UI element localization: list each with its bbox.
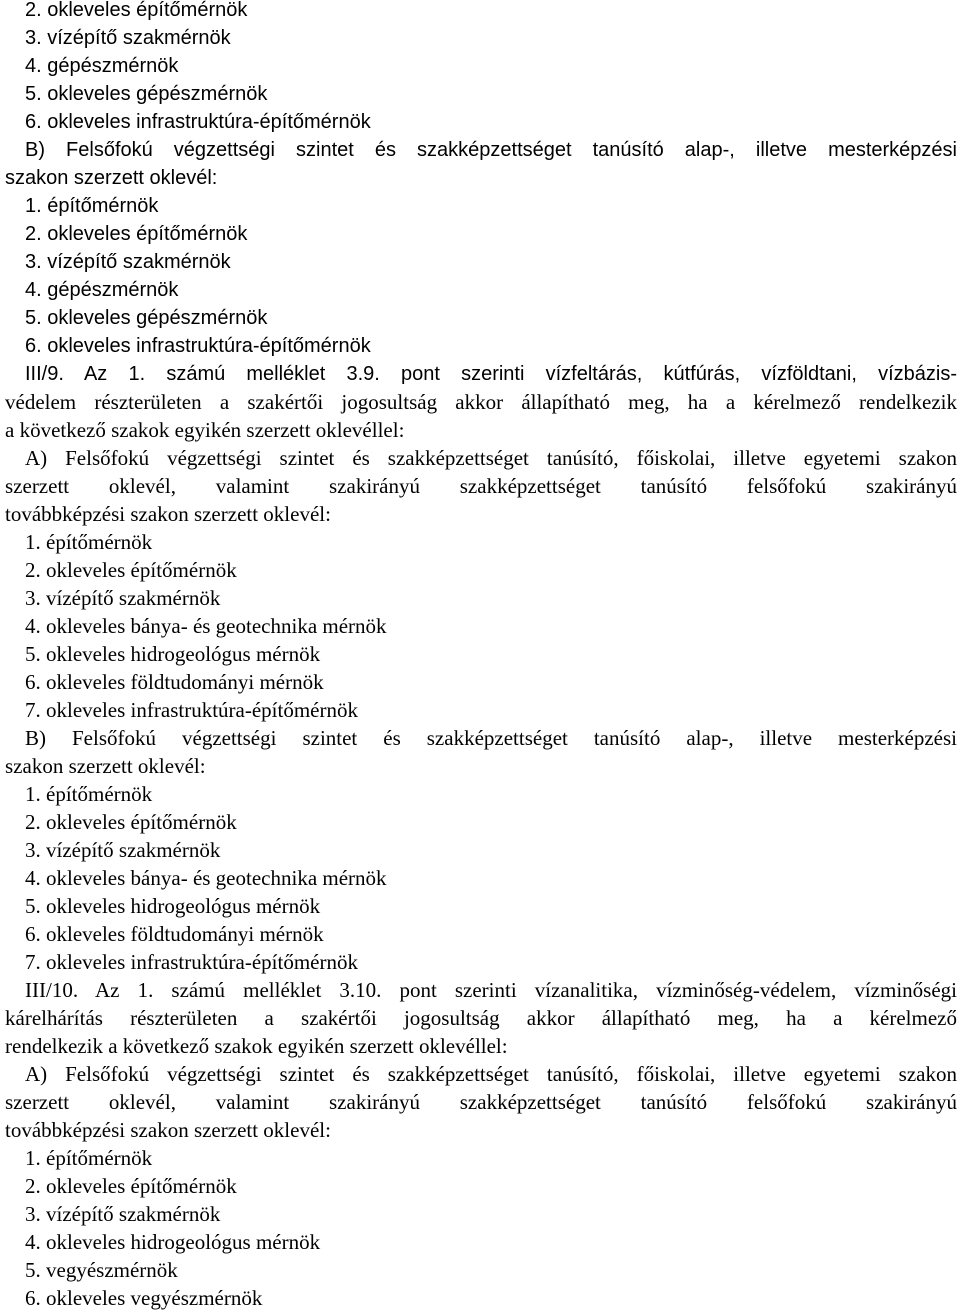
list-item: 4. okleveles bánya- és geotechnika mérnök <box>25 614 387 638</box>
section-heading-iii-10: III/10. Az 1. számú melléklet 3.10. pont szerinti vízanalitika, vízminőség-védelem, vízminőségi <box>25 978 957 1002</box>
list-item: 2. okleveles építőmérnök <box>25 810 237 834</box>
section-heading-b: B) Felsőfokú végzettségi szintet és szakképzettséget tanúsító alap-, illetve mesterképzési <box>25 139 957 161</box>
list-item: 3. vízépítő szakmérnök <box>25 586 221 610</box>
list-item: 4. okleveles hidrogeológus mérnök <box>25 1230 321 1254</box>
document-page <box>5 0 957 1312</box>
paragraph-line: védelem részterületen a szakértői jogosultság akkor állapítható meg, ha a kérelmező rendelkezik <box>5 390 957 414</box>
list-item: 1. építőmérnök <box>25 1146 153 1170</box>
list-item: 1. építőmérnök <box>25 530 153 554</box>
list-item: 6. okleveles földtudományi mérnök <box>25 922 324 946</box>
list-item: 5. okleveles hidrogeológus mérnök <box>25 642 321 666</box>
paragraph-line: szakon szerzett oklevél: <box>5 167 218 189</box>
list-item: 6. okleveles infrastruktúra-építőmérnök <box>25 335 371 357</box>
paragraph-line: továbbképzési szakon szerzett oklevél: <box>5 502 331 526</box>
section-heading-a: A) Felsőfokú végzettségi szintet és szakképzettséget tanúsító, főiskolai, illetve egyetemi szakon <box>25 446 957 470</box>
list-item: 4. gépészmérnök <box>25 55 179 77</box>
list-item: 5. okleveles hidrogeológus mérnök <box>25 894 321 918</box>
section-heading-iii-9: III/9. Az 1. számú melléklet 3.9. pont szerinti vízfeltárás, kútfúrás, vízföldtani, vízbázis- <box>25 363 957 385</box>
paragraph-line: a következő szakok egyikén szerzett oklevéllel: <box>5 418 405 442</box>
list-item: 5. okleveles gépészmérnök <box>25 83 268 105</box>
list-item: 5. okleveles gépészmérnök <box>25 307 268 329</box>
paragraph-line: szakon szerzett oklevél: <box>5 754 206 778</box>
paragraph-line: rendelkezik a következő szakok egyikén szerzett oklevéllel: <box>5 1034 508 1058</box>
paragraph-line: kárelhárítás részterületen a szakértői jogosultság akkor állapítható meg, ha a kérelmező <box>5 1006 957 1030</box>
list-item: 3. vízépítő szakmérnök <box>25 27 231 49</box>
list-item: 3. vízépítő szakmérnök <box>25 1202 221 1226</box>
list-item: 5. vegyészmérnök <box>25 1258 178 1282</box>
list-item: 1. építőmérnök <box>25 195 159 217</box>
list-item: 6. okleveles infrastruktúra-építőmérnök <box>25 111 371 133</box>
paragraph-line: szerzett oklevél, valamint szakirányú szakképzettséget tanúsító felsőfokú szakirányú <box>5 474 957 498</box>
paragraph-line: továbbképzési szakon szerzett oklevél: <box>5 1118 331 1142</box>
section-heading-b: B) Felsőfokú végzettségi szintet és szakképzettséget tanúsító alap-, illetve mesterképzési <box>25 726 957 750</box>
list-item: 4. okleveles bánya- és geotechnika mérnök <box>25 866 387 890</box>
list-item: 3. vízépítő szakmérnök <box>25 251 231 273</box>
paragraph-line: szerzett oklevél, valamint szakirányú szakképzettséget tanúsító felsőfokú szakirányú <box>5 1090 957 1114</box>
list-item: 2. okleveles építőmérnök <box>25 223 248 245</box>
list-item: 6. okleveles vegyészmérnök <box>25 1286 263 1310</box>
list-item: 7. okleveles infrastruktúra-építőmérnök <box>25 698 358 722</box>
list-item: 7. okleveles infrastruktúra-építőmérnök <box>25 950 358 974</box>
list-item: 6. okleveles földtudományi mérnök <box>25 670 324 694</box>
list-item: 3. vízépítő szakmérnök <box>25 838 221 862</box>
list-item: 2. okleveles építőmérnök <box>25 558 237 582</box>
list-item: 4. gépészmérnök <box>25 279 179 301</box>
list-item: 1. építőmérnök <box>25 782 153 806</box>
list-item: 2. okleveles építőmérnök <box>25 0 248 21</box>
section-heading-a: A) Felsőfokú végzettségi szintet és szakképzettséget tanúsító, főiskolai, illetve egyetemi szakon <box>25 1062 957 1086</box>
list-item: 2. okleveles építőmérnök <box>25 1174 237 1198</box>
